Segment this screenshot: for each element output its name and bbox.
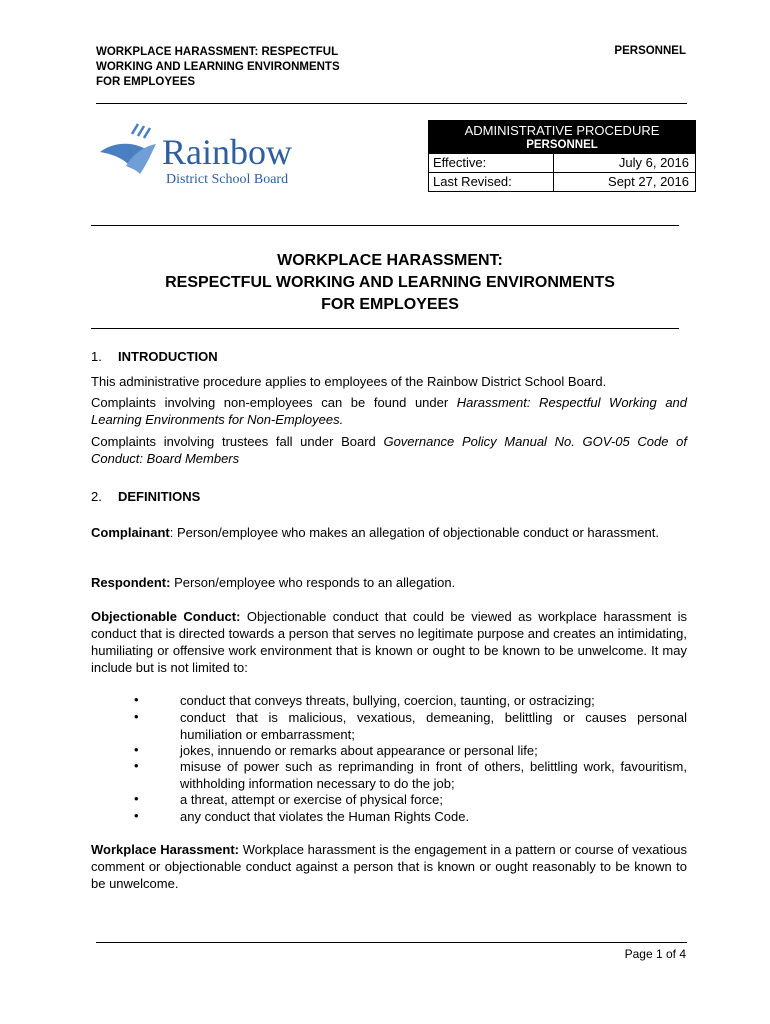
bullet-marker: • xyxy=(134,709,139,724)
bullet-marker: • xyxy=(134,808,139,823)
title-line: WORKPLACE HARASSMENT: xyxy=(277,252,503,269)
list-item: a threat, attempt or exercise of physical force; xyxy=(180,792,444,807)
section-number: 2. xyxy=(91,489,102,504)
definition-objectionable-conduct xyxy=(91,608,687,676)
footer-divider xyxy=(96,942,687,943)
revised-date: Sept 27, 2016 xyxy=(608,174,689,189)
header-line: WORKPLACE HARASSMENT: RESPECTFUL xyxy=(96,46,339,58)
policy-reference: Governance Policy Manual No. GOV-05 Code of Conduct: Board Members xyxy=(91,434,687,466)
section-title: INTRODUCTION xyxy=(118,349,218,364)
rainbow-logo xyxy=(96,122,316,192)
list-item: conduct that conveys threats, bullying, coercion, taunting, or ostracizing; xyxy=(180,693,595,708)
procedure-title: ADMINISTRATIVE PROCEDURE xyxy=(464,123,660,138)
intro-paragraph-2 xyxy=(91,394,687,428)
effective-label: Effective: xyxy=(429,154,554,172)
administrative-procedure-box xyxy=(428,120,696,192)
title-line: RESPECTFUL WORKING AND LEARNING ENVIRONMENTS xyxy=(165,274,615,291)
intro-paragraph-1: This administrative procedure applies to employees of the Rainbow District School Board. xyxy=(91,374,607,389)
definition-term: Objectionable Conduct: xyxy=(91,609,241,624)
bullet-marker: • xyxy=(134,742,139,757)
list-item: conduct that is malicious, vexatious, demeaning, belittling or causes personal humiliation or embarrassment; xyxy=(180,710,687,742)
definition-term: Respondent: xyxy=(91,575,171,590)
title-line: FOR EMPLOYEES xyxy=(321,296,459,313)
revised-label: Last Revised: xyxy=(429,173,554,191)
bullet-marker: • xyxy=(134,692,139,707)
logo-subtitle: District School Board xyxy=(166,172,289,187)
effective-row xyxy=(429,153,695,172)
header-category: PERSONNEL xyxy=(614,45,686,57)
list-item: any conduct that violates the Human Rights Code. xyxy=(180,809,470,824)
document-header-title xyxy=(96,45,396,90)
definition-workplace-harassment xyxy=(91,841,687,892)
text-run: Complaints involving non-employees can be found under xyxy=(91,395,457,410)
text-run: Complaints involving trustees fall under Board xyxy=(91,434,384,449)
procedure-box-header xyxy=(429,121,695,153)
header-divider xyxy=(96,103,687,104)
page-number: Page 1 of 4 xyxy=(624,947,686,961)
section-heading-introduction xyxy=(91,349,218,364)
section-heading-definitions xyxy=(91,489,200,504)
section-number: 1. xyxy=(91,349,102,364)
definition-text: Workplace harassment is the engagement in a pattern or course of vexatious comment or objectionable conduct against a person that is known or ought reasonably to be known to be unwelcome. xyxy=(91,842,687,891)
logo-name: Rainbow xyxy=(162,132,292,172)
list-item: jokes, innuendo or remarks about appearance or personal life; xyxy=(180,743,538,758)
revised-row xyxy=(429,172,695,191)
header-line: WORKING AND LEARNING ENVIRONMENTS xyxy=(96,61,340,73)
definition-term: Workplace Harassment: xyxy=(91,842,240,857)
effective-date: July 6, 2016 xyxy=(618,155,689,170)
title-bottom-divider xyxy=(91,328,679,329)
definition-text: Objectionable conduct that could be viewed as workplace harassment is conduct that is directed towards a person that serves no legitimate purpose and creates an intimidating, humiliating or offensive work environment that is known or ought to be known to be unwelcome. It may include but is not limited to: xyxy=(91,609,687,675)
bullet-marker: • xyxy=(134,758,139,773)
section-title: DEFINITIONS xyxy=(118,489,201,504)
definition-complainant xyxy=(91,524,687,541)
header-line: FOR EMPLOYEES xyxy=(96,76,196,88)
intro-paragraph-3 xyxy=(91,433,687,467)
policy-reference: Harassment: Respectful Working and Learning Environments for Non-Employees. xyxy=(91,395,688,427)
definition-text: Person/employee who responds to an allegation. xyxy=(170,575,456,590)
definition-term: Complainant xyxy=(91,525,170,540)
list-item: misuse of power such as reprimanding in front of others, belittling work, favouritism, withholding information necessary to do the job; xyxy=(180,759,687,791)
definition-respondent xyxy=(91,574,687,591)
procedure-subtitle: PERSONNEL xyxy=(526,139,598,151)
page-title xyxy=(96,250,684,316)
bullet-marker: • xyxy=(134,791,139,806)
definition-text: : Person/employee who makes an allegation of objectionable conduct or harassment. xyxy=(169,525,659,540)
title-top-divider xyxy=(91,225,679,226)
